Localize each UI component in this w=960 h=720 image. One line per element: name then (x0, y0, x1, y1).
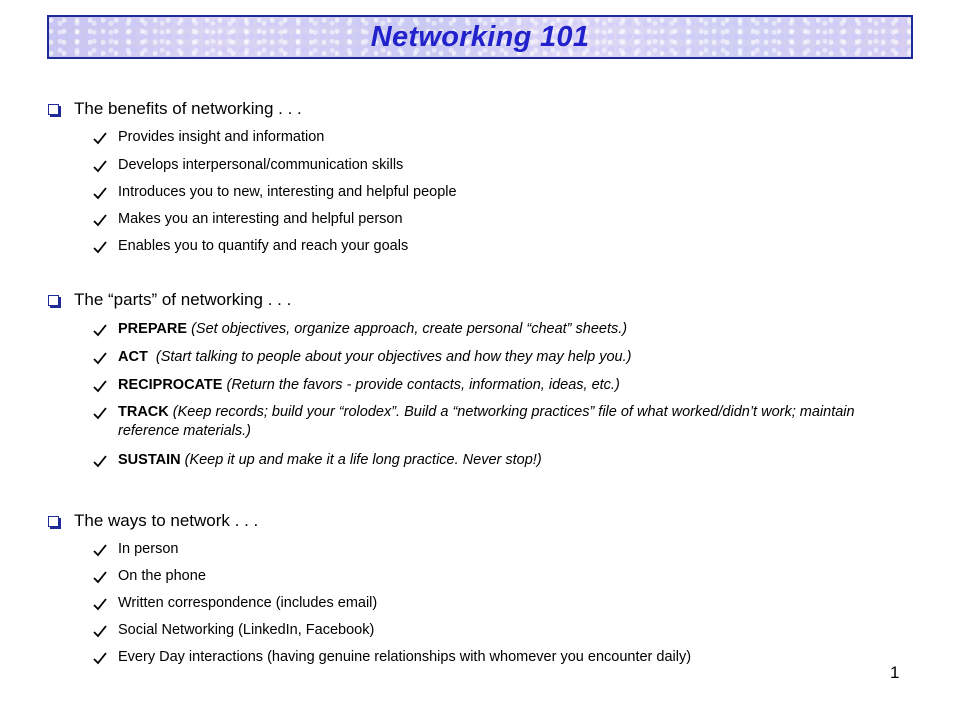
section-heading-ways (48, 511, 258, 531)
list-item (92, 540, 882, 559)
list-item-text: Written correspondence (includes email) (118, 595, 378, 611)
checkmark-icon (92, 596, 108, 612)
list-item (92, 621, 882, 640)
list-item-text: On the phone (118, 568, 206, 584)
item-label: ACT (118, 349, 148, 365)
list-item (92, 320, 882, 339)
checkmark-icon (92, 650, 108, 666)
item-description: (Keep it up and make it a life long practice. Never stop!) (184, 452, 542, 468)
section-heading-text: The benefits of networking . . . (74, 99, 302, 118)
checkmark-icon (92, 623, 108, 639)
checkmark-icon (92, 185, 108, 201)
list-item (92, 567, 882, 586)
list-item-text: Provides insight and information (118, 129, 325, 145)
section-heading-text: The “parts” of networking . . . (74, 290, 292, 309)
list-item (92, 376, 882, 395)
list-item-text: Every Day interactions (having genuine relationships with whomever you encounter daily) (118, 649, 692, 665)
checkmark-icon (92, 378, 108, 394)
list-item (92, 237, 882, 256)
item-description: (Set objectives, organize approach, create personal “cheat” sheets.) (191, 321, 628, 337)
list-item (92, 594, 882, 613)
checkmark-icon (92, 239, 108, 255)
item-label: TRACK (118, 404, 169, 420)
list-item (92, 348, 882, 367)
item-label: PREPARE (118, 321, 188, 337)
list-item (92, 648, 882, 667)
checkmark-icon (92, 130, 108, 146)
checkmark-icon (92, 542, 108, 558)
title-banner (47, 15, 913, 59)
item-description: (Keep records; build your “rolodex”. Build a “networking practices” file of what worked/didn’t work; maintain reference materials.) (118, 404, 855, 439)
checkmark-icon (92, 569, 108, 585)
list-item (92, 210, 882, 229)
list-item-text: Makes you an interesting and helpful person (118, 211, 403, 227)
page-number: 1 (890, 663, 900, 682)
checkmark-icon (92, 212, 108, 228)
list-item (92, 128, 882, 147)
slide-title: Networking 101 (370, 20, 590, 53)
item-label: SUSTAIN (118, 452, 181, 468)
list-item-text: Introduces you to new, interesting and helpful people (118, 184, 457, 200)
checkmark-icon (92, 350, 108, 366)
section-heading-parts (48, 290, 291, 310)
checkmark-icon (92, 158, 108, 174)
item-label: RECIPROCATE (118, 377, 223, 393)
square-bullet-icon (48, 104, 59, 115)
list-item-text: Develops interpersonal/communication skills (118, 157, 404, 173)
list-item-text: Enables you to quantify and reach your goals (118, 238, 409, 254)
checkmark-icon (92, 405, 108, 421)
item-description: (Start talking to people about your objectives and how they may help you.) (155, 349, 632, 365)
item-description: (Return the favors - provide contacts, information, ideas, etc.) (226, 377, 620, 393)
square-bullet-icon (48, 516, 59, 527)
list-item (92, 403, 882, 441)
checkmark-icon (92, 322, 108, 338)
list-item-text: Social Networking (LinkedIn, Facebook) (118, 622, 375, 638)
list-item-text: In person (118, 541, 179, 557)
list-item (92, 183, 882, 202)
checkmark-icon (92, 453, 108, 469)
section-heading-benefits (48, 99, 302, 119)
list-item (92, 451, 882, 470)
square-bullet-icon (48, 295, 59, 306)
section-heading-text: The ways to network . . . (74, 511, 259, 530)
list-item (92, 156, 882, 175)
